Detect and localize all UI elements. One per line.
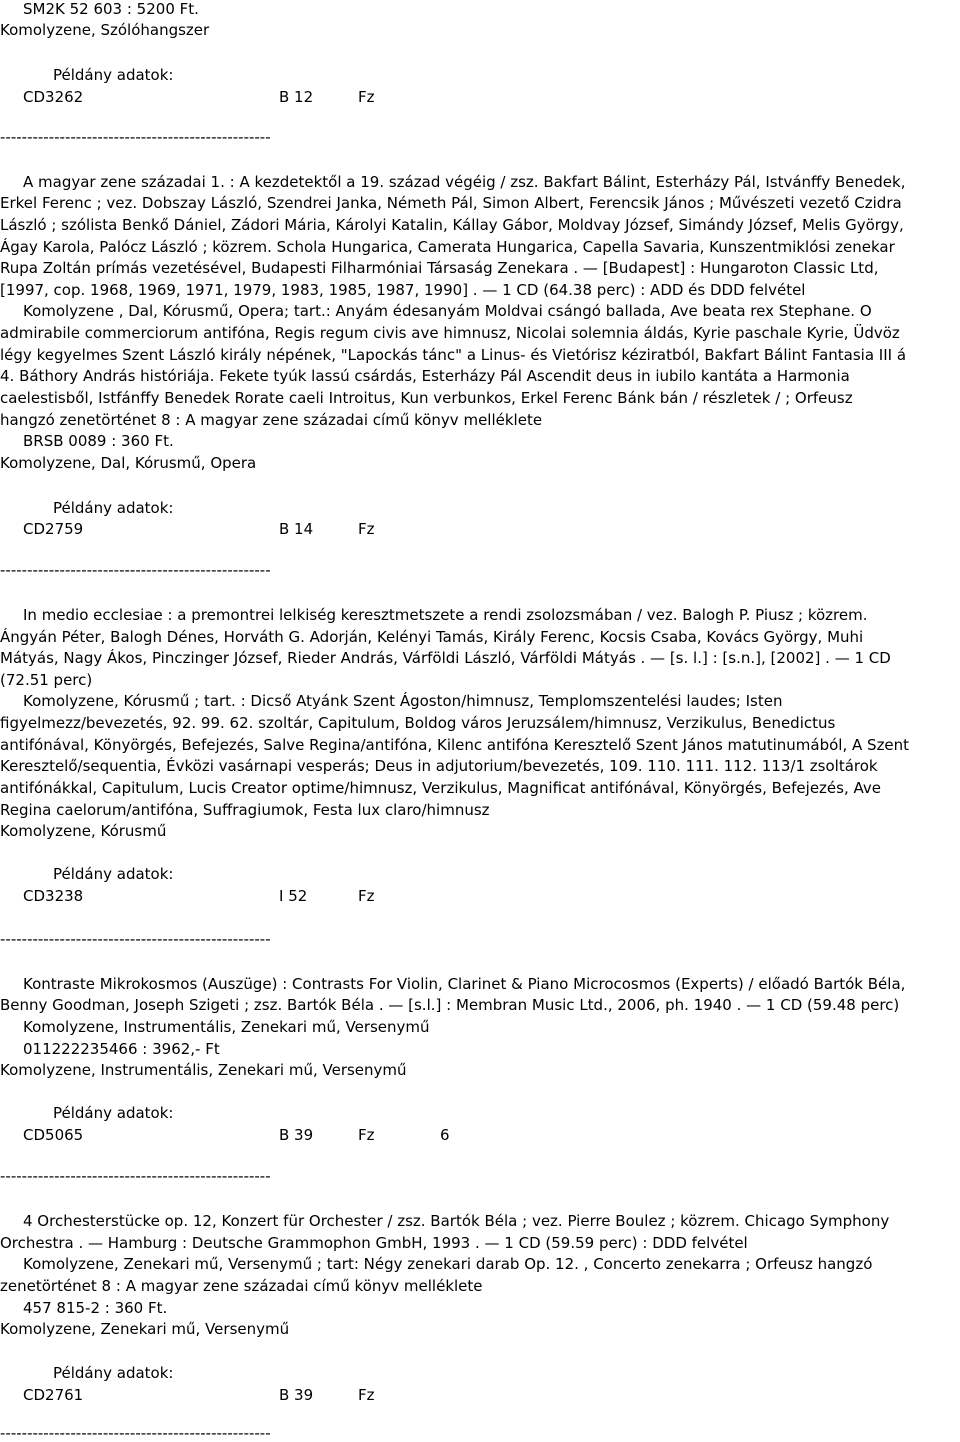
record-line: hangzó zenetörténet 8 : A magyar zene századai című könyv melléklete bbox=[0, 411, 543, 429]
holdings-shelf: B 14 bbox=[279, 520, 314, 538]
record-line: Kontraste Mikrokosmos (Auszüge) : Contrasts For Violin, Clarinet & Piano Microcosmos (Experts) / előadó Bartók Béla, bbox=[23, 975, 906, 993]
record-line: légy kegyelmes Szent László király népének, "Lapockás tánc" a Linus- és Vietórisz kéziratból, Bakfart Bálint Fantasia III á bbox=[0, 346, 907, 364]
record-line: László ; szólista Benkő Dániel, Zádori Mária, Károlyi Katalin, Kállay Gábor, Moldvay József, Simándy József, Melis György, bbox=[0, 216, 904, 234]
holdings-code: Fz bbox=[358, 1386, 375, 1404]
record-line: Komolyzene, Instrumentális, Zenekari mű, Versenymű bbox=[23, 1018, 430, 1036]
holdings-shelf: I 52 bbox=[279, 887, 308, 905]
holdings-id: CD5065 bbox=[23, 1126, 84, 1144]
holdings-label: Példány adatok: bbox=[53, 499, 174, 517]
holdings-code: Fz bbox=[358, 1126, 375, 1144]
record-line: Keresztelő/sequentia, Évközi vasárnapi vesperás; Deus in adjutorium/bevezetés, 109. 110. 111. 112. 113/1 zsoltárok bbox=[0, 757, 878, 775]
record-line: (72.51 perc) bbox=[0, 671, 93, 689]
record-line: Komolyzene, Kórusmű ; tart. : Dicső Atyánk Szent Ágoston/himnusz, Templomszentelési laudes; Isten bbox=[23, 692, 783, 710]
record-line: figyelmezz/bevezetés, 92. 99. 62. szoltár, Capitulum, Boldog város Jeruzsálem/himnusz, Verzikulus, Benedictus bbox=[0, 714, 836, 732]
holdings-code: Fz bbox=[358, 887, 375, 905]
record-line: zenetörténet 8 : A magyar zene századai című könyv melléklete bbox=[0, 1277, 483, 1295]
record-line: [1997, cop. 1968, 1969, 1971, 1979, 1983, 1985, 1987, 1990] . — 1 CD (64.38 perc) : ADD és DDD felvétel bbox=[0, 281, 806, 299]
record-line: Rupa Zoltán prímás vezetésével, Budapesti Filharmóniai Társaság Zenekara . — [Budapest] : Hungaroton Classic Ltd, bbox=[0, 259, 879, 277]
record-line: antifónával, Könyörgés, Befejezés, Salve Regina/antifóna, Kilenc antifóna Keresztelő Szent János matutinumából, A Szent bbox=[0, 736, 910, 754]
subject-line: Komolyzene, Zenekari mű, Versenymű bbox=[0, 1320, 290, 1338]
separator: -------------------------------------------------- bbox=[0, 930, 271, 948]
record-line: Komolyzene , Dal, Kórusmű, Opera; tart.: Anyám édesanyám Moldvai csángó ballada, Ave beata rex Stephane. O bbox=[23, 302, 872, 320]
holdings-id: CD3262 bbox=[23, 88, 84, 106]
holdings-code: Fz bbox=[358, 520, 375, 538]
record-line: Orchestra . — Hamburg : Deutsche Grammophon GmbH, 1993 . — 1 CD (59.59 perc) : DDD felvétel bbox=[0, 1234, 748, 1252]
record-line: Mátyás, Nagy Ákos, Pinczinger József, Rieder András, Várföldi László, Várföldi Mátyás . — [s. l.] : [s.n.], [2002] . — 1 CD bbox=[0, 649, 891, 667]
record-line: Ángyán Péter, Balogh Dénes, Horváth G. Adorján, Kelényi Tamás, Király Ferenc, Kocsis Csaba, Kovács György, Muhi bbox=[0, 628, 864, 646]
price-line: SM2K 52 603 : 5200 Ft. bbox=[23, 0, 199, 18]
separator: -------------------------------------------------- bbox=[0, 561, 271, 579]
record-line: In medio ecclesiae : a premontrei lelkiség keresztmetszete a rendi zsolozsmában / vez. Balogh P. Piusz ; közrem. bbox=[23, 606, 868, 624]
holdings-label: Példány adatok: bbox=[53, 66, 174, 84]
holdings-id: CD3238 bbox=[23, 887, 84, 905]
holdings-code: Fz bbox=[358, 88, 375, 106]
record-line: Ágay Karola, Palócz László ; közrem. Schola Hungarica, Camerata Hungarica, Capella Savaria, Kunszentmiklósi zenekar bbox=[0, 238, 895, 256]
record-line: Regina caelorum/antifóna, Suffragiumok, Festa lux claro/himnusz bbox=[0, 801, 490, 819]
record-line: Erkel Ferenc ; vez. Dobszay László, Szendrei Janka, Németh Pál, Simon Albert, Ferencsik János ; Művészeti vezető Czidra bbox=[0, 194, 902, 212]
holdings-label: Példány adatok: bbox=[53, 1364, 174, 1382]
holdings-shelf: B 39 bbox=[279, 1386, 314, 1404]
separator: -------------------------------------------------- bbox=[0, 128, 271, 146]
holdings-id: CD2761 bbox=[23, 1386, 84, 1404]
price-line: BRSB 0089 : 360 Ft. bbox=[23, 432, 174, 450]
subject-line: Komolyzene, Kórusmű bbox=[0, 822, 167, 840]
subject-line: Komolyzene, Dal, Kórusmű, Opera bbox=[0, 454, 257, 472]
holdings-shelf: B 12 bbox=[279, 88, 314, 106]
holdings-label: Példány adatok: bbox=[53, 1104, 174, 1122]
separator: -------------------------------------------------- bbox=[0, 1424, 271, 1442]
record-line: admirabile commerciorum antifóna, Regis regum civis ave himnusz, Nicolai solemnia áldás, Kyrie paschale Kyrie, Üdvöz bbox=[0, 324, 900, 342]
subject-line: Komolyzene, Szólóhangszer bbox=[0, 21, 210, 39]
holdings-shelf: B 39 bbox=[279, 1126, 314, 1144]
holdings-id: CD2759 bbox=[23, 520, 84, 538]
record-line: 4. Báthory András históriája. Fekete tyúk lassú csárdás, Esterházy Pál Ascendit deus in iubilo kantáta a Harmonia bbox=[0, 367, 850, 385]
record-line: Benny Goodman, Joseph Szigeti ; zsz. Bartók Béla . — [s.l.] : Membran Music Ltd., 2006, ph. 1940 . — 1 CD (59.48 perc) bbox=[0, 996, 900, 1014]
record-line: antifónákkal, Capitulum, Lucis Creator optime/himnusz, Verzikulus, Magnificat antifónával, Könyörgés, Befejezés, Ave bbox=[0, 779, 881, 797]
record-line: Komolyzene, Zenekari mű, Versenymű ; tart: Négy zenekari darab Op. 12. , Concerto zenekarra ; Orfeusz hangzó bbox=[23, 1255, 873, 1273]
subject-line: Komolyzene, Instrumentális, Zenekari mű, Versenymű bbox=[0, 1061, 407, 1079]
holdings-count: 6 bbox=[440, 1126, 450, 1144]
record-line: A magyar zene századai 1. : A kezdetektől a 19. század végéig / zsz. Bakfart Bálint, Esterházy Pál, Istvánffy Benedek, bbox=[23, 173, 906, 191]
price-line: 457 815-2 : 360 Ft. bbox=[23, 1299, 168, 1317]
separator: -------------------------------------------------- bbox=[0, 1167, 271, 1185]
record-line: 4 Orchesterstücke op. 12, Konzert für Orchester / zsz. Bartók Béla ; vez. Pierre Boulez ; közrem. Chicago Symphony bbox=[23, 1212, 890, 1230]
price-line: 011222235466 : 3962,- Ft bbox=[23, 1040, 220, 1058]
holdings-label: Példány adatok: bbox=[53, 865, 174, 883]
record-line: caelestisből, Istfánffy Benedek Rorate caeli Introitus, Kun verbunkos, Erkel Ferenc Bánk bán / részletek / ; Orfeusz bbox=[0, 389, 853, 407]
